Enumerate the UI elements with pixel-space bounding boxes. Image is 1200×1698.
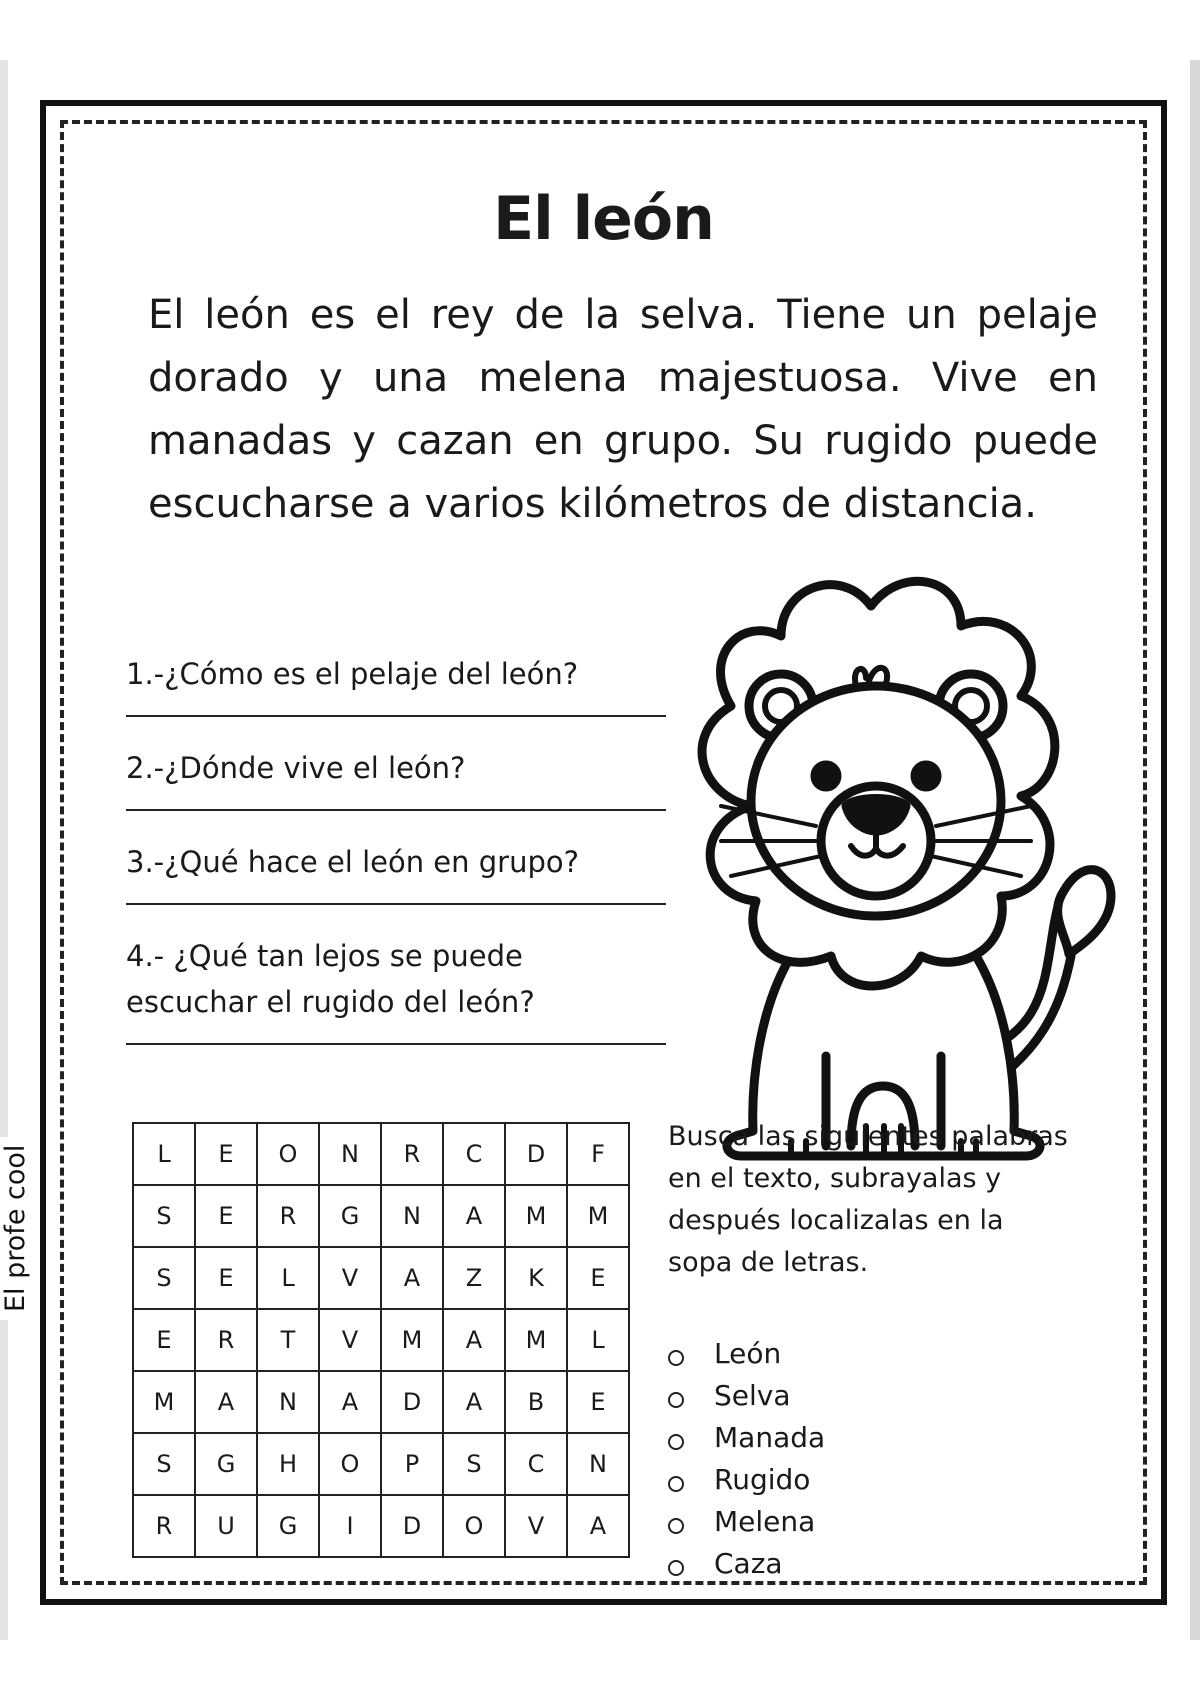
questions-list — [126, 651, 666, 1073]
word-search-grid — [132, 1122, 630, 1558]
question-text: 2.-¿Dónde vive el león? — [126, 751, 466, 785]
page-edge-left — [0, 60, 8, 1640]
word-search-cell[interactable]: H — [257, 1433, 319, 1495]
word-search-cell[interactable]: B — [505, 1371, 567, 1433]
word-search-cell[interactable]: E — [195, 1185, 257, 1247]
word-search-cell[interactable]: O — [257, 1123, 319, 1185]
word-search-cell[interactable]: S — [443, 1433, 505, 1495]
word-item — [668, 1501, 825, 1543]
circle-bullet-icon — [668, 1476, 684, 1492]
answer-line-1[interactable] — [126, 715, 666, 717]
word-search-cell[interactable]: S — [133, 1185, 195, 1247]
question-1 — [126, 651, 666, 717]
word-label: Manada — [714, 1421, 826, 1454]
word-item — [668, 1543, 825, 1585]
question-2 — [126, 745, 666, 811]
word-search-row — [133, 1185, 629, 1247]
word-search-cell[interactable]: S — [133, 1433, 195, 1495]
word-search-cell[interactable]: N — [319, 1123, 381, 1185]
word-search-cell[interactable]: G — [195, 1433, 257, 1495]
circle-bullet-icon — [668, 1560, 684, 1576]
worksheet — [40, 100, 1167, 1605]
question-text: 4.- ¿Qué tan lejos se puede escuchar el rugido del león? — [126, 939, 535, 1019]
word-search-cell[interactable]: I — [319, 1495, 381, 1557]
word-search-cell[interactable]: N — [567, 1433, 629, 1495]
circle-bullet-icon — [668, 1434, 684, 1450]
word-search-cell[interactable]: A — [567, 1495, 629, 1557]
answer-line-4[interactable] — [126, 1043, 666, 1045]
word-label: Rugido — [714, 1463, 811, 1496]
word-search-cell[interactable]: C — [505, 1433, 567, 1495]
word-search-cell[interactable]: V — [319, 1309, 381, 1371]
word-search-cell[interactable]: C — [443, 1123, 505, 1185]
word-search-cell[interactable]: A — [443, 1185, 505, 1247]
circle-bullet-icon — [668, 1518, 684, 1534]
question-4 — [126, 933, 666, 1045]
word-search-cell[interactable]: L — [567, 1309, 629, 1371]
word-search-cell[interactable]: M — [381, 1309, 443, 1371]
word-search-row — [133, 1123, 629, 1185]
word-search-cell[interactable]: E — [567, 1371, 629, 1433]
word-search-cell[interactable]: A — [381, 1247, 443, 1309]
word-search-cell[interactable]: M — [505, 1309, 567, 1371]
word-search-cell[interactable]: R — [133, 1495, 195, 1557]
word-search-cell[interactable]: V — [319, 1247, 381, 1309]
circle-bullet-icon — [668, 1392, 684, 1408]
word-search-cell[interactable]: N — [381, 1185, 443, 1247]
word-search-row — [133, 1371, 629, 1433]
word-search-cell[interactable]: G — [257, 1495, 319, 1557]
word-item — [668, 1459, 825, 1501]
word-search-cell[interactable]: G — [319, 1185, 381, 1247]
circle-bullet-icon — [668, 1350, 684, 1366]
word-search-instructions: Busca las siguientes palabras en el texto, subrayalas y después localizalas en la sopa de letras. — [668, 1121, 1068, 1278]
word-label: Melena — [714, 1505, 816, 1538]
word-search-cell[interactable]: F — [567, 1123, 629, 1185]
page-title: El león — [493, 184, 714, 254]
watermark: El profe cool — [0, 1137, 31, 1320]
word-label: Selva — [714, 1379, 791, 1412]
lion-illustration — [641, 556, 1151, 1196]
word-search-cell[interactable]: P — [381, 1433, 443, 1495]
word-item — [668, 1417, 825, 1459]
word-search-cell[interactable]: A — [443, 1371, 505, 1433]
word-search-cell[interactable]: O — [319, 1433, 381, 1495]
word-search-cell[interactable]: E — [195, 1123, 257, 1185]
word-search-cell[interactable]: Z — [443, 1247, 505, 1309]
word-search-row — [133, 1247, 629, 1309]
word-search-cell[interactable]: A — [319, 1371, 381, 1433]
word-search-cell[interactable]: R — [257, 1185, 319, 1247]
word-search-cell[interactable]: A — [195, 1371, 257, 1433]
word-search-cell[interactable]: D — [381, 1495, 443, 1557]
word-search-cell[interactable]: N — [257, 1371, 319, 1433]
word-search-row — [133, 1309, 629, 1371]
reading-paragraph: El león es el rey de la selva. Tiene un pelaje dorado y una melena majestuosa. Vive en manadas y cazan en grupo. Su rugido puede escucharse a varios kilómetros de distancia. — [148, 292, 1098, 527]
question-text: 3.-¿Qué hace el león en grupo? — [126, 845, 579, 879]
word-search-cell[interactable]: E — [195, 1247, 257, 1309]
word-search-cell[interactable]: D — [381, 1371, 443, 1433]
word-search-cell[interactable]: U — [195, 1495, 257, 1557]
word-search-row — [133, 1433, 629, 1495]
word-search-cell[interactable]: K — [505, 1247, 567, 1309]
answer-line-2[interactable] — [126, 809, 666, 811]
word-search-cell[interactable]: D — [505, 1123, 567, 1185]
word-list — [668, 1333, 825, 1585]
word-search-cell[interactable]: A — [443, 1309, 505, 1371]
word-search-cell[interactable]: S — [133, 1247, 195, 1309]
word-search-cell[interactable]: E — [567, 1247, 629, 1309]
word-search-cell[interactable]: L — [257, 1247, 319, 1309]
word-item — [668, 1333, 825, 1375]
word-search-cell[interactable]: O — [443, 1495, 505, 1557]
word-label: Caza — [714, 1547, 783, 1580]
word-search-cell[interactable]: M — [505, 1185, 567, 1247]
word-search-cell[interactable]: R — [381, 1123, 443, 1185]
scrollbar[interactable] — [1190, 60, 1200, 1640]
word-search-row — [133, 1495, 629, 1557]
word-search-cell[interactable]: L — [133, 1123, 195, 1185]
word-search-cell[interactable]: M — [133, 1371, 195, 1433]
word-item — [668, 1375, 825, 1417]
word-label: León — [714, 1337, 782, 1370]
question-text: 1.-¿Cómo es el pelaje del león? — [126, 657, 579, 691]
question-3 — [126, 839, 666, 905]
answer-line-3[interactable] — [126, 903, 666, 905]
word-search-cell[interactable]: V — [505, 1495, 567, 1557]
word-search-cell[interactable]: M — [567, 1185, 629, 1247]
word-search-cell[interactable]: E — [133, 1309, 195, 1371]
word-search-cell[interactable]: R — [195, 1309, 257, 1371]
word-search-cell[interactable]: T — [257, 1309, 319, 1371]
